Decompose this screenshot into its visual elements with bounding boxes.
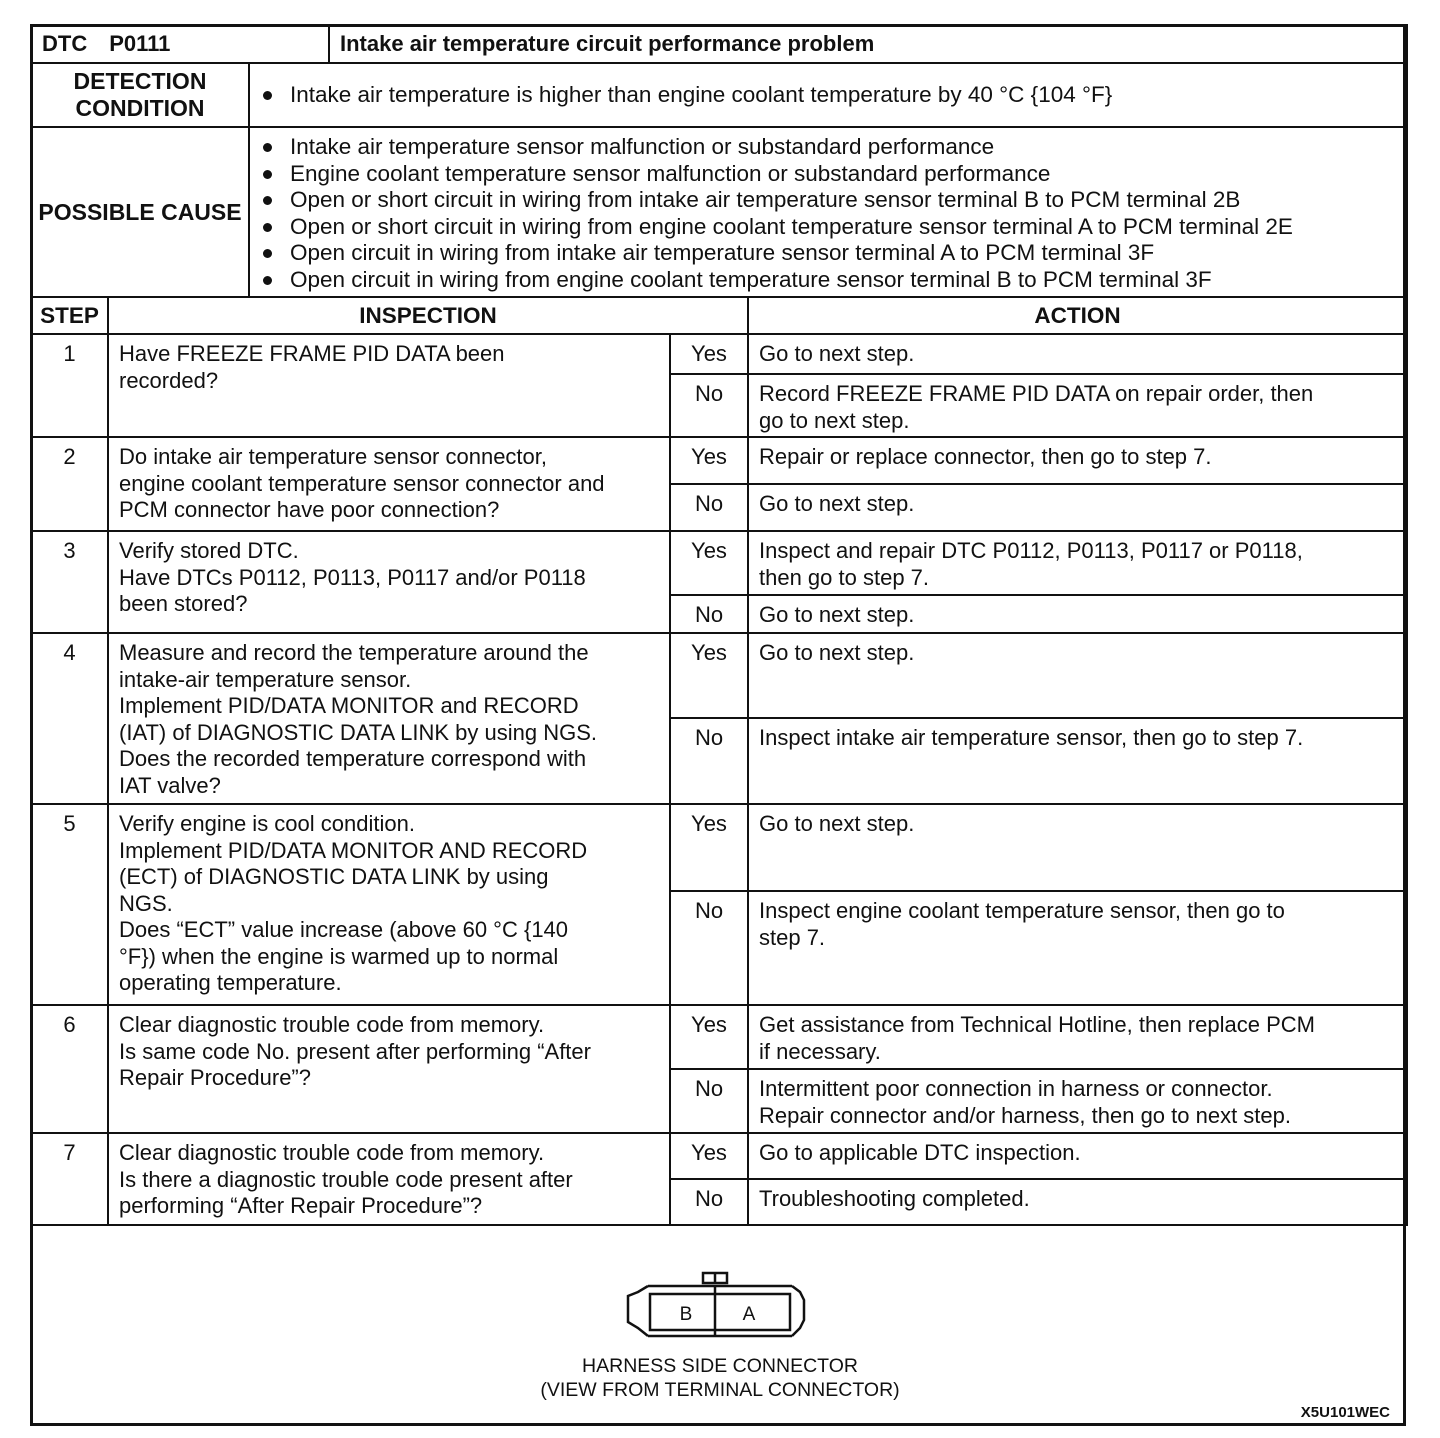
- inspection-line: Verify engine is cool condition.: [119, 811, 415, 836]
- inspection-line: Does the recorded temperature correspond with: [119, 746, 587, 771]
- no-action: [748, 595, 1407, 633]
- step-row: [31, 804, 1407, 891]
- inspection-line: °F}) when the engine is warmed up to normal: [119, 943, 559, 969]
- action-line: Inspect and repair DTC P0112, P0113, P0117 or P0118,: [759, 538, 1303, 563]
- dtc-title: Intake air temperature circuit performance problem: [329, 25, 1407, 63]
- action-line: if necessary.: [759, 1038, 881, 1064]
- no-action: [748, 1179, 1407, 1225]
- yes-action: [748, 437, 1407, 484]
- terminal-b-label: B: [679, 1304, 693, 1325]
- yes-label: Yes: [670, 633, 748, 718]
- detection-condition-label: DETECTION CONDITION: [31, 63, 249, 127]
- detection-condition-list: [250, 82, 1406, 109]
- inspection-line: PCM connector have poor connection?: [119, 497, 500, 522]
- dtc-code: P0111: [109, 31, 171, 56]
- inspection-line: Does “ECT” value increase (above 60 °C {140: [119, 917, 569, 942]
- inspection-line: (ECT) of DIAGNOSTIC DATA LINK by using: [119, 864, 549, 889]
- inspection-line: engine coolant temperature sensor connector and: [119, 470, 605, 496]
- step-row: [31, 1133, 1407, 1179]
- inspection-line: Do intake air temperature sensor connector,: [119, 444, 548, 469]
- action-line: Inspect intake air temperature sensor, then go to step 7.: [759, 725, 1304, 750]
- connector-caption-line1: HARNESS SIDE CONNECTOR: [582, 1355, 858, 1377]
- yes-label: Yes: [670, 1005, 748, 1069]
- no-label: No: [670, 374, 748, 437]
- no-label: No: [670, 718, 748, 804]
- cause-item: Open or short circuit in wiring from engine coolant temperature sensor terminal A to PCM terminal 2E: [260, 214, 1406, 241]
- yes-label: Yes: [670, 437, 748, 484]
- connector-icon: [624, 1270, 808, 1350]
- yes-label: Yes: [670, 804, 748, 891]
- step-row: [31, 633, 1407, 718]
- step-number: 2: [31, 437, 108, 531]
- no-label: No: [670, 484, 748, 531]
- step-number: 3: [31, 531, 108, 633]
- inspection-line: Is same code No. present after performing “After: [119, 1038, 591, 1064]
- step-row: [31, 437, 1407, 484]
- yes-action: [748, 1005, 1407, 1069]
- inspection-line: Clear diagnostic trouble code from memory.: [119, 1140, 545, 1165]
- action-line: then go to step 7.: [759, 564, 930, 590]
- cause-item: Open circuit in wiring from intake air temperature sensor terminal A to PCM terminal 3F: [260, 240, 1406, 267]
- step-number: 5: [31, 804, 108, 1005]
- reference-code: X5U101WEC: [1300, 1404, 1390, 1421]
- connector-caption: [0, 1354, 1440, 1402]
- detection-item: Intake air temperature is higher than engine coolant temperature by 40 °C {104 °F}: [260, 82, 1406, 109]
- cause-item: Intake air temperature sensor malfunction or substandard performance: [260, 134, 1406, 161]
- inspection-line: IAT valve?: [119, 772, 221, 798]
- no-action: [748, 718, 1407, 804]
- inspection-line: Implement PID/DATA MONITOR AND RECORD: [119, 837, 588, 863]
- action-line: step 7.: [759, 924, 826, 950]
- condition-table: [30, 62, 1408, 298]
- inspection-line: intake-air temperature sensor.: [119, 666, 412, 692]
- step-inspection: [108, 804, 670, 1005]
- inspection-line: Implement PID/DATA MONITOR and RECORD: [119, 693, 579, 718]
- step-inspection: [108, 334, 670, 437]
- action-line: Repair or replace connector, then go to step 7.: [759, 444, 1212, 469]
- no-action: [748, 374, 1407, 437]
- cause-item: Open or short circuit in wiring from intake air temperature sensor terminal B to PCM terminal 2B: [260, 187, 1406, 214]
- steps-table: [30, 296, 1408, 1226]
- inspection-line: Repair Procedure”?: [119, 1065, 311, 1090]
- step-row: [31, 1005, 1407, 1069]
- action-line: Go to next step.: [759, 811, 915, 836]
- action-line: Record FREEZE FRAME PID DATA on repair order, then: [759, 381, 1314, 406]
- yes-action: [748, 334, 1407, 374]
- action-line: go to next step.: [759, 407, 910, 433]
- action-line: Get assistance from Technical Hotline, then replace PCM: [759, 1012, 1315, 1037]
- step-inspection: [108, 633, 670, 804]
- no-label: No: [670, 1179, 748, 1225]
- action-line: Repair connector and/or harness, then go to next step.: [759, 1102, 1291, 1128]
- action-line: Go to next step.: [759, 602, 915, 627]
- step-inspection: [108, 1005, 670, 1133]
- yes-label: Yes: [670, 1133, 748, 1179]
- action-line: Inspect engine coolant temperature sensor, then go to: [759, 898, 1285, 923]
- inspection-line: Clear diagnostic trouble code from memory.: [119, 1012, 545, 1037]
- action-line: Go to next step.: [759, 640, 915, 665]
- inspection-line: Measure and record the temperature around the: [119, 640, 589, 665]
- dtc-header-table: [30, 24, 1408, 64]
- no-action: [748, 891, 1407, 1005]
- step-row: [31, 531, 1407, 595]
- yes-label: Yes: [670, 531, 748, 595]
- step-number: 6: [31, 1005, 108, 1133]
- inspection-line: Verify stored DTC.: [119, 538, 299, 563]
- yes-label: Yes: [670, 334, 748, 374]
- inspection-line: recorded?: [119, 367, 219, 393]
- step-column-header: STEP: [31, 297, 108, 334]
- step-inspection: [108, 531, 670, 633]
- connector-caption-line2: (VIEW FROM TERMINAL CONNECTOR): [540, 1379, 900, 1401]
- dtc-label: DTC: [42, 31, 88, 56]
- cause-item: Open circuit in wiring from engine coolant temperature sensor terminal B to PCM terminal 3F: [260, 267, 1406, 294]
- yes-action: [748, 531, 1407, 595]
- action-line: Intermittent poor connection in harness or connector.: [759, 1076, 1273, 1101]
- step-row: [31, 334, 1407, 374]
- action-line: Go to applicable DTC inspection.: [759, 1140, 1081, 1165]
- action-column-header: ACTION: [748, 297, 1407, 334]
- inspection-line: Have DTCs P0112, P0113, P0117 and/or P0118: [119, 564, 586, 590]
- possible-cause-label: POSSIBLE CAUSE: [31, 127, 249, 297]
- inspection-line: operating temperature.: [119, 970, 342, 995]
- no-action: [748, 484, 1407, 531]
- step-inspection: [108, 1133, 670, 1225]
- inspection-column-header: INSPECTION: [108, 297, 748, 334]
- action-line: Go to next step.: [759, 341, 915, 366]
- action-line: Troubleshooting completed.: [759, 1186, 1030, 1211]
- no-action: [748, 1069, 1407, 1133]
- inspection-line: been stored?: [119, 591, 248, 616]
- step-number: 1: [31, 334, 108, 437]
- step-number: 4: [31, 633, 108, 804]
- harness-connector-diagram: [624, 1270, 808, 1355]
- no-label: No: [670, 891, 748, 1005]
- yes-action: [748, 633, 1407, 718]
- no-label: No: [670, 595, 748, 633]
- step-number: 7: [31, 1133, 108, 1225]
- terminal-a-label: A: [742, 1304, 756, 1325]
- no-label: No: [670, 1069, 748, 1133]
- dtc-code-cell: [31, 25, 329, 63]
- possible-cause-list: [250, 134, 1406, 293]
- step-inspection: [108, 437, 670, 531]
- inspection-line: Have FREEZE FRAME PID DATA been: [119, 341, 505, 366]
- inspection-line: performing “After Repair Procedure”?: [119, 1193, 483, 1218]
- cause-item: Engine coolant temperature sensor malfunction or substandard performance: [260, 161, 1406, 188]
- action-line: Go to next step.: [759, 491, 915, 516]
- inspection-line: Is there a diagnostic trouble code present after: [119, 1166, 573, 1192]
- inspection-line: NGS.: [119, 890, 173, 916]
- inspection-line: (IAT) of DIAGNOSTIC DATA LINK by using NGS.: [119, 719, 597, 745]
- yes-action: [748, 804, 1407, 891]
- yes-action: [748, 1133, 1407, 1179]
